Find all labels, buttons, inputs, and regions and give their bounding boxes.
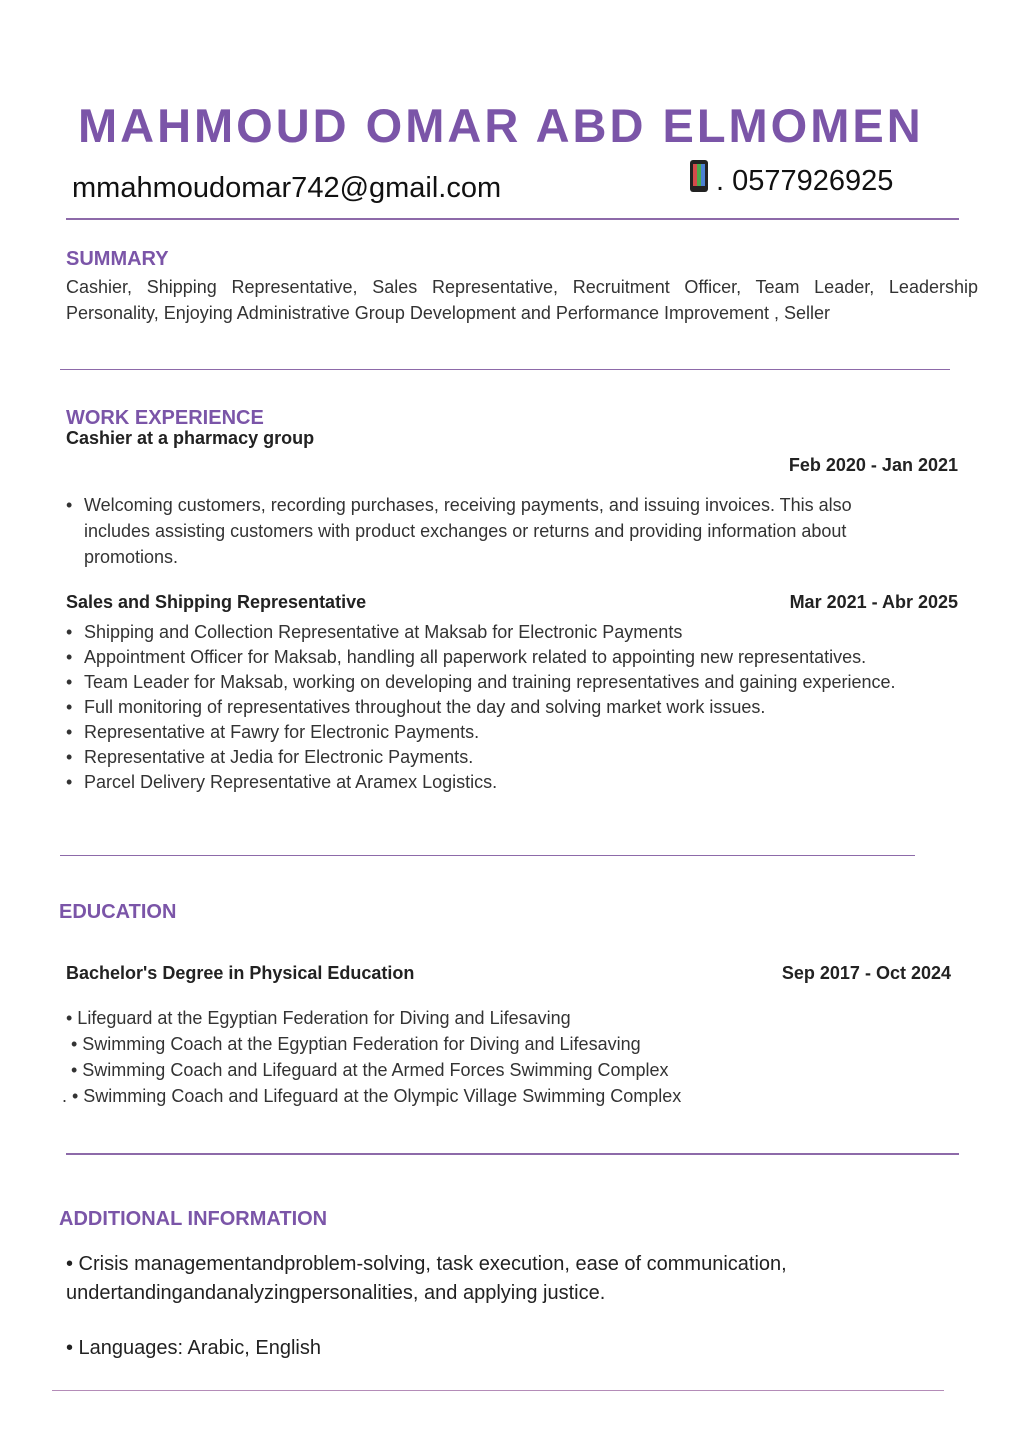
education-list bbox=[62, 1005, 682, 1109]
divider bbox=[60, 369, 950, 370]
phone-number: . 0577926925 bbox=[716, 165, 894, 197]
job-dates: Mar 2021 - Abr 2025 bbox=[789, 592, 958, 612]
education-item: • Lifeguard at the Egyptian Federation for Diving and Lifesaving bbox=[66, 1008, 571, 1028]
additional-heading: ADDITIONAL INFORMATION bbox=[59, 1208, 328, 1230]
email: mmahmoudomar742@gmail.com bbox=[72, 172, 502, 204]
additional-skills: • Crisis managementandproblem-solving, task execution, ease of communication, undertandingandanalyzingpersonalities, and applying justice. bbox=[66, 1253, 787, 1304]
job-bullet: • Representative at Jedia for Electronic Payments. bbox=[66, 745, 906, 770]
job-bullet: • Appointment Officer for Maksab, handling all paperwork related to appointing new representatives. bbox=[66, 645, 906, 670]
job-bullet: • Representative at Fawry for Electronic Payments. bbox=[66, 720, 906, 745]
work-heading: WORK EXPERIENCE bbox=[66, 407, 264, 429]
job-bullet: • Parcel Delivery Representative at Aramex Logistics. bbox=[66, 770, 906, 795]
job-bullets bbox=[66, 492, 916, 570]
divider bbox=[60, 855, 915, 856]
job-dates: Feb 2020 - Jan 2021 bbox=[788, 455, 958, 475]
divider bbox=[52, 1390, 944, 1391]
languages: • Languages: Arabic, English bbox=[66, 1337, 321, 1359]
divider bbox=[66, 218, 959, 220]
education-item: • Swimming Coach at the Egyptian Federation for Diving and Lifesaving bbox=[71, 1034, 641, 1054]
degree: Bachelor's Degree in Physical Education bbox=[66, 963, 415, 983]
job-bullets bbox=[66, 620, 906, 795]
job-bullet: • Team Leader for Maksab, working on developing and training representatives and gaining experience. bbox=[66, 670, 906, 695]
summary-heading: SUMMARY bbox=[66, 248, 169, 270]
job-bullet: • Shipping and Collection Representative at Maksab for Electronic Payments bbox=[66, 620, 906, 645]
summary-text: Cashier, Shipping Representative, Sales Representative, Recruitment Officer, Team Leader, Leadership Personality, Enjoying Administrative Group Development and Performance Improvement , Seller bbox=[66, 277, 978, 323]
divider bbox=[66, 1153, 959, 1155]
mobile-phone-icon bbox=[690, 160, 708, 192]
education-dates: Sep 2017 - Oct 2024 bbox=[781, 963, 951, 983]
education-item: . • Swimming Coach and Lifeguard at the Olympic Village Swimming Complex bbox=[62, 1086, 682, 1106]
job-bullet: • Welcoming customers, recording purchases, receiving payments, and issuing invoices. This also includes assisting customers with product exchanges or returns and providing information about promotions. bbox=[66, 492, 916, 570]
job-title: Sales and Shipping Representative bbox=[66, 592, 367, 612]
job-title: Cashier at a pharmacy group bbox=[66, 428, 315, 448]
candidate-name: MAHMOUD OMAR ABD ELMOMEN bbox=[78, 99, 924, 152]
job-bullet: • Full monitoring of representatives throughout the day and solving market work issues. bbox=[66, 695, 906, 720]
phone bbox=[690, 160, 893, 198]
education-heading: EDUCATION bbox=[59, 901, 177, 923]
education-item: • Swimming Coach and Lifeguard at the Armed Forces Swimming Complex bbox=[71, 1060, 669, 1080]
